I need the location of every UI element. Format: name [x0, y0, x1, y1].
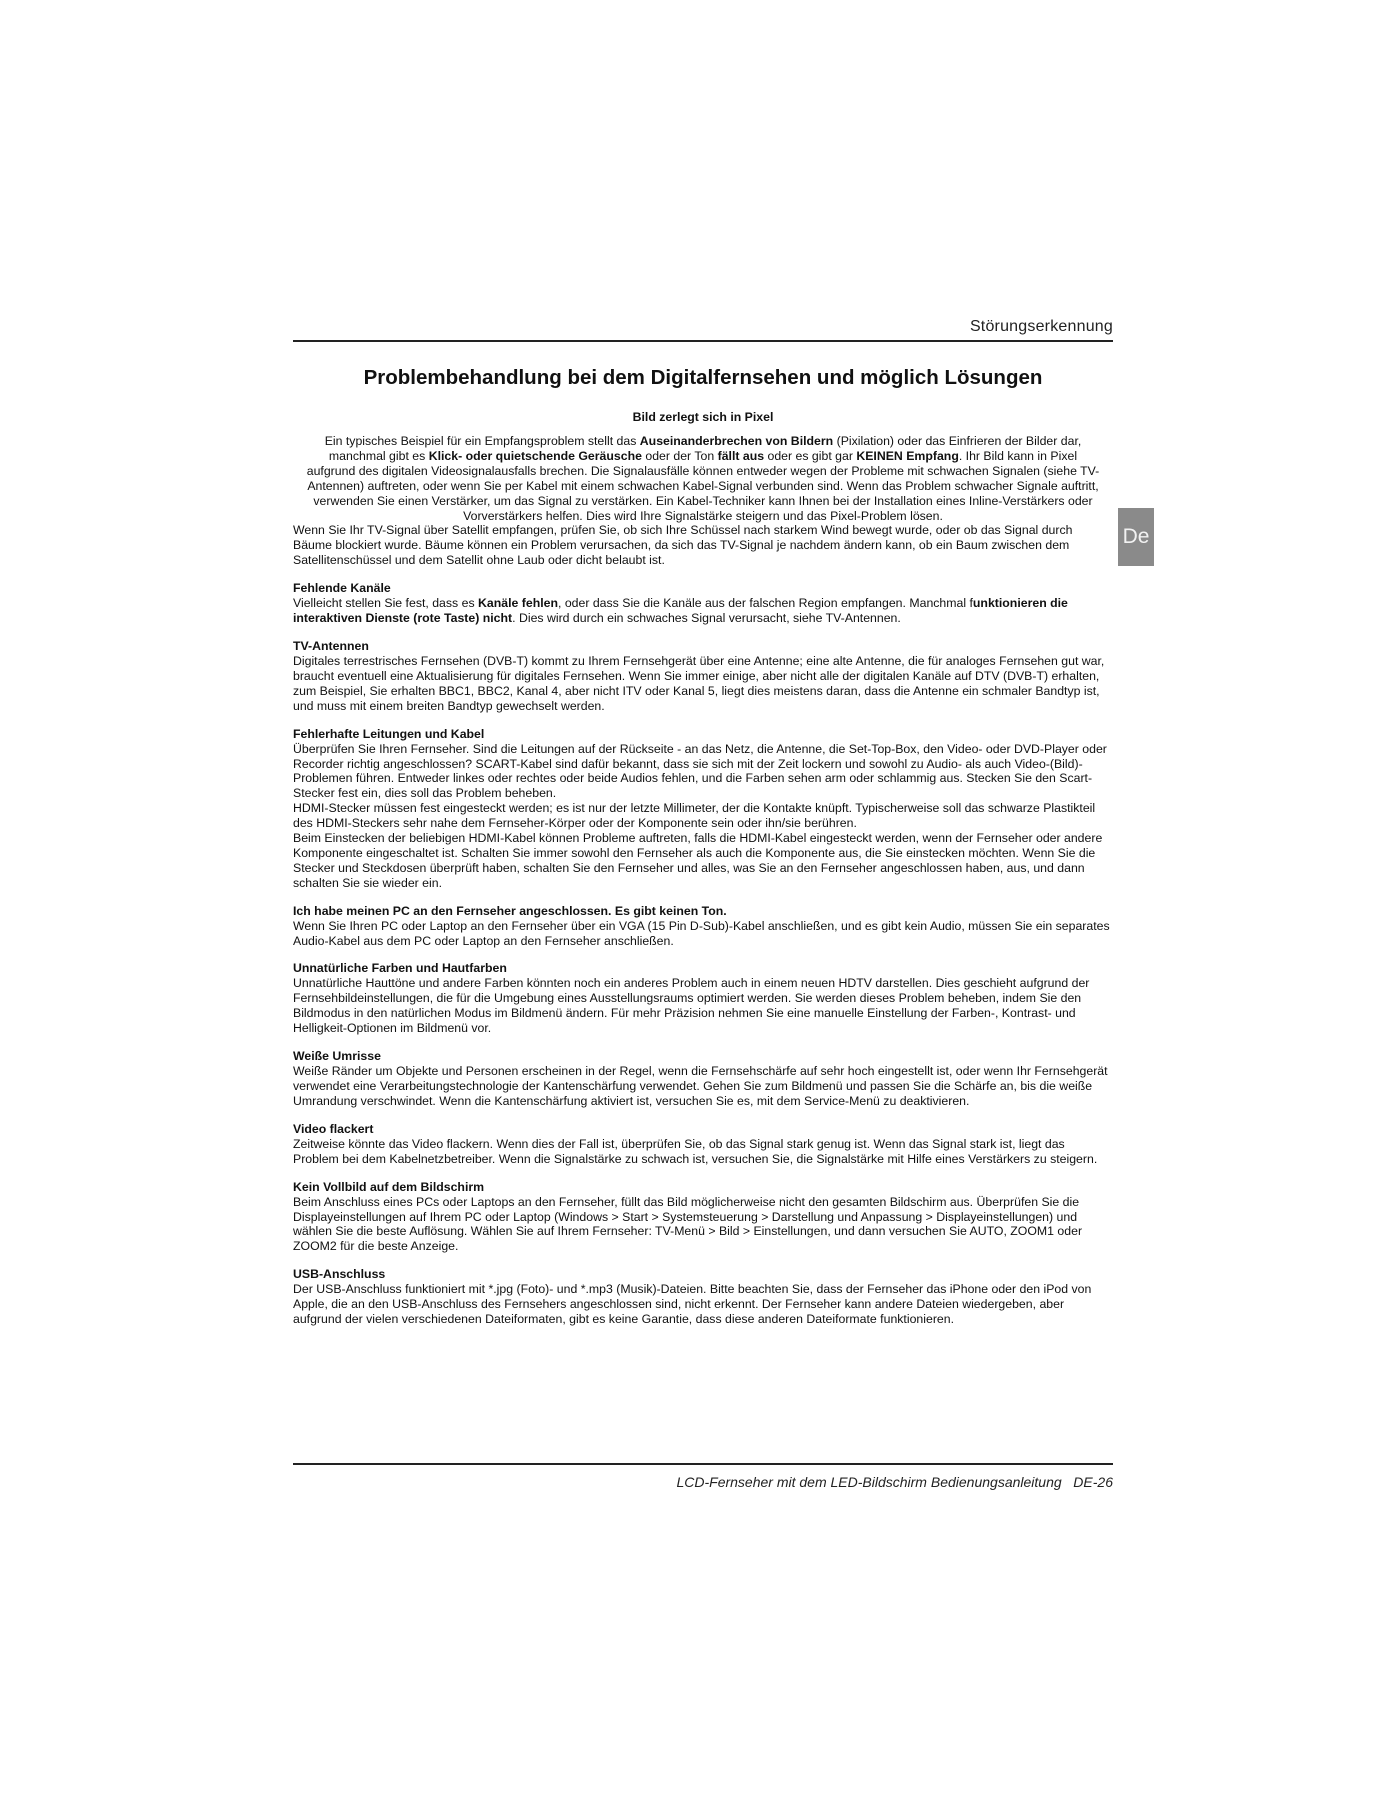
pixel-section-title: Bild zerlegt sich in Pixel	[632, 410, 774, 424]
footer-divider	[293, 1463, 1113, 1465]
white-outlines-text: Weiße Ränder um Objekte und Personen erscheinen in der Regel, wenn die Fernsehschärfe auf sehr hoch eingestellt ist, oder wenn Ihr Fernsehgerät verwendet eine Verarbeitungstechnologie der Kantenschärfung verwendet. Gehen Sie zum Bildmenü und passen Sie die Schärfe an, bis die weiße Umrandung verschwindet. Wenn die Kantenschärfung aktiviert ist, versuchen Sie es, mit dem Service-Menü zu deaktivieren.	[293, 1064, 1108, 1108]
missing-channels-section	[293, 581, 1113, 626]
antennas-title: TV-Antennen	[293, 638, 369, 653]
colors-section	[293, 961, 1113, 1036]
section-header: Störungserkennung	[293, 318, 1113, 342]
cables-text-2: HDMI-Stecker müssen fest eingesteckt werden; es ist nur der letzte Millimeter, der die Kontakte knüpft. Typischerweise soll das schwarze Plastikteil des HDMI-Steckers sehr nahe dem Fernseher-Körper oder der Komponente sein oder ihn/sie berühren.	[293, 801, 1096, 831]
pixel-section-paragraph: Ein typisches Beispiel für ein Empfangsproblem stellt das Auseinanderbrechen von Bildern (Pixilation) oder das Einfrieren der Bilder dar, manchmal gibt es Klick- oder quietschende Geräusche oder der Ton fällt aus oder es gibt gar KEINEN Empfang. Ihr Bild kann in Pixel aufgrund des digitalen Videosignalausfalls brechen. Die Signalausfälle können entweder wegen der Probleme mit schwachen Signalen (siehe TV-Antennen) auftreten, oder wenn Sie per Kabel mit einem schwachen Kabel-Signal verbunden sind. Wenn das Problem schwacher Signale auftritt, verwenden Sie einen Verstärker, um das Signal zu verstärken. Ein Kabel-Techniker kann Ihnen bei der Installation eines Inline-Verstärkers oder Vorverstärkers helfen. Dies wird Ihre Signalstärke steigern und das Pixel-Problem lösen.	[306, 434, 1100, 523]
usb-text: Der USB-Anschluss funktioniert mit *.jpg (Foto)- und *.mp3 (Musik)-Dateien. Bitte beachten Sie, dass der Fernseher das iPhone oder den iPod von Apple, die an den USB-Anschluss des Fernsehers angeschlossen sind, nicht erkennt. Der Fernseher kann andere Dateien wiedergeben, aber aufgrund der vielen verschiedenen Dateiformaten, gibt es keine Garantie, dass diese anderen Dateiformate funktionieren.	[293, 1282, 1092, 1327]
fullscreen-title: Kein Vollbild auf dem Bildschirm	[293, 1179, 485, 1194]
missing-channels-text: Vielleicht stellen Sie fest, dass es Kanäle fehlen, oder dass Sie die Kanäle aus der falschen Region empfangen. Manchmal funktionieren die interaktiven Dienste (rote Taste) nicht. Dies wird durch ein schwaches Signal verursacht, siehe TV-Antennen.	[293, 596, 1068, 626]
cables-title: Fehlerhafte Leitungen und Kabel	[293, 726, 485, 741]
flicker-title: Video flackert	[293, 1121, 374, 1136]
missing-channels-title: Fehlende Kanäle	[293, 581, 391, 596]
colors-title: Unnatürliche Farben und Hautfarben	[293, 961, 507, 976]
page-title: Problembehandlung bei dem Digitalfernsehen und möglich Lösungen	[363, 366, 1043, 389]
pc-sound-section	[293, 904, 1113, 949]
page-footer: LCD-Fernseher mit dem LED-Bildschirm Bedienungsanleitung DE-26	[676, 1474, 1113, 1490]
pc-sound-title: Ich habe meinen PC an den Fernseher angeschlossen. Es gibt keinen Ton.	[293, 903, 727, 918]
fullscreen-section	[293, 1180, 1113, 1255]
cables-section	[293, 727, 1113, 891]
usb-section	[293, 1267, 1113, 1327]
usb-title: USB-Anschluss	[293, 1267, 386, 1282]
cables-text-1: Überprüfen Sie Ihren Fernseher. Sind die Leitungen auf der Rückseite - an das Netz, die Antenne, die Set-Top-Box, den Video- oder DVD-Player oder Recorder richtig angeschlossen? SCART-Kabel sind dafür bekannt, dass sie sich mit der Zeit lockern und sowohl zu Audio- als auch Video-(Bild)-Problemen führen. Entweder linkes oder rechtes oder beide Audios fehlen, und die Farben sehen arm oder schlammig aus. Stecken Sie den Scart-Stecker fest ein, dies soll das Problem beheben.	[293, 741, 1107, 801]
flicker-section	[293, 1122, 1113, 1167]
flicker-text: Zeitweise könnte das Video flackern. Wenn dies der Fall ist, überprüfen Sie, ob das Signal stark genug ist. Wenn das Signal stark ist, liegt das Problem bei dem Kabelnetzbetreiber. Wenn die Signalstärke zu schwach ist, versuchen Sie, die Signalstärke mit Hilfe eines Verstärkers zu steigern.	[293, 1136, 1098, 1166]
language-tab: De	[1118, 508, 1154, 566]
antennas-section	[293, 639, 1113, 714]
pc-sound-text: Wenn Sie Ihren PC oder Laptop an den Fernseher über ein VGA (15 Pin D-Sub)-Kabel anschließen, und es gibt kein Audio, müssen Sie ein separates Audio-Kabel aus dem PC oder Laptop an den Fernseher anschließen.	[293, 918, 1110, 948]
white-outlines-section	[293, 1049, 1113, 1109]
document-page	[293, 318, 1113, 1327]
colors-text: Unnatürliche Hauttöne und andere Farben könnten noch ein anderes Problem auch in einem neuen HDTV darstellen. Dies geschieht aufgrund der Fernsehbildeinstellungen, die für die Umgebung eines Ausstellungsraums optimiert werden. Sie werden dieses Problem beheben, indem Sie den Bildmodus in den natürlichen Modus im Bildmenü ändern. Für mehr Präzision nehmen Sie eine manuelle Einstellung der Farben-, Kontrast- und Helligkeit-Optionen im Bildmenü vor.	[293, 976, 1090, 1036]
white-outlines-title: Weiße Umrisse	[293, 1049, 381, 1064]
antennas-text: Digitales terrestrisches Fernsehen (DVB-T) kommt zu Ihrem Fernsehgerät über eine Antenne; eine alte Antenne, die für analoges Fernsehen gut war, braucht eventuell eine Aktualisierung für digitales Fernsehen. Wenn Sie immer einige, aber nicht alle der digitalen Kanäle auf DTV (DVB-T) erhalten, zum Beispiel, Sie erhalten BBC1, BBC2, Kanal 4, aber nicht ITV oder Kanal 5, liegt dies meistens daran, dass die Antenne ein schmaler Bandtyp ist, und muss mit einem breiten Bandtyp gewechselt werden.	[293, 653, 1105, 713]
satellite-paragraph: Wenn Sie Ihr TV-Signal über Satellit empfangen, prüfen Sie, ob sich Ihre Schüssel nach starkem Wind bewegt wurde, oder ob das Signal durch Bäume blockiert wurde. Bäume können ein Problem verursachen, da sich das TV-Signal je nachdem ändern kann, ob ein Baum zwischen dem Satellitenschüssel und dem Satellit ohne Laub oder dicht belaubt ist.	[293, 523, 1073, 568]
fullscreen-text: Beim Anschluss eines PCs oder Laptops an den Fernseher, füllt das Bild möglicherweise nicht den gesamten Bildschirm aus. Überprüfen Sie die Displayeinstellungen auf Ihrem PC oder Laptop (Windows > Start > Systemsteuerung > Darstellung und Anpassung > Displayeinstellungen) und wählen Sie die beste Auflösung. Wählen Sie auf Ihrem Fernseher: TV-Menü > Bild > Einstellungen, und dann versuchen Sie AUTO, ZOOM1 oder ZOOM2 für die beste Anzeige.	[293, 1194, 1083, 1254]
cables-text-3: Beim Einstecken der beliebigen HDMI-Kabel können Probleme auftreten, falls die HDMI-Kabel eingesteckt werden, wenn der Fernseher oder andere Komponente eingeschaltet ist. Schalten Sie immer sowohl den Fernseher als auch die Komponente aus, die Sie einstecken möchten. Wenn Sie die Stecker und Steckdosen überprüft haben, schalten Sie den Fernseher und alles, was Sie an den Fernseher angeschlossen haben, aus, und dann schalten Sie sie wieder ein.	[293, 831, 1103, 890]
